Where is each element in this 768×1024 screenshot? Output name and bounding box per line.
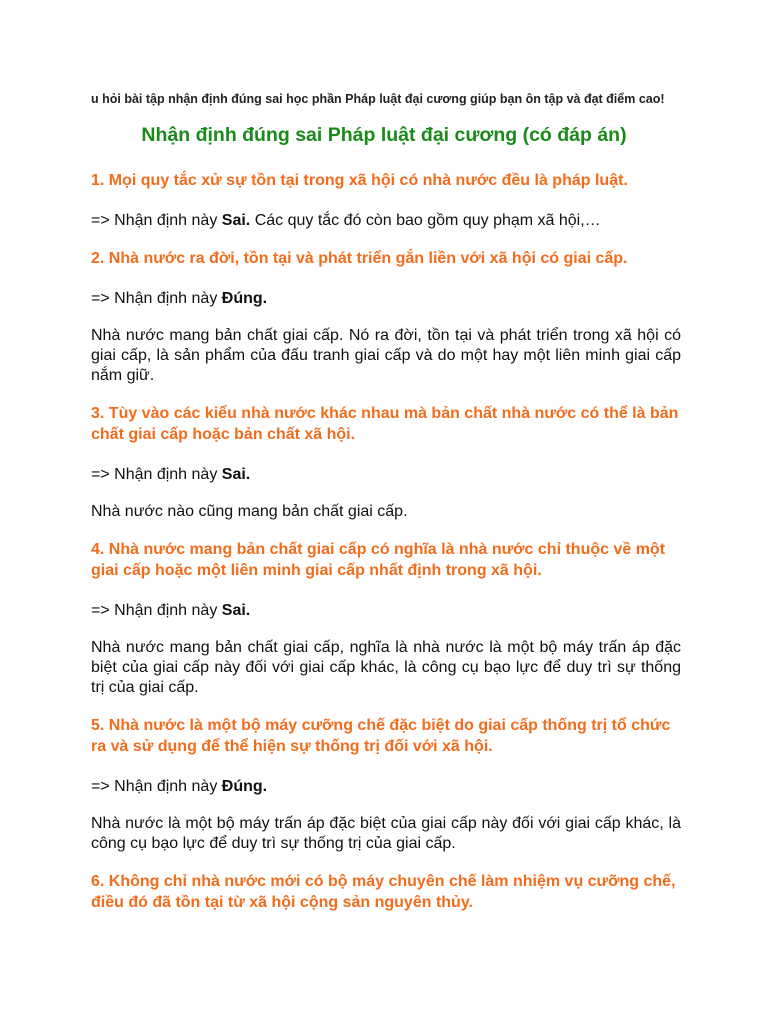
verdict-4: Sai. — [221, 602, 251, 619]
explanation-5: Nhà nước là một bộ máy trấn áp đặc biệt của giai cấp này đối với giai cấp khác, là công cụ bạo lực để duy trì sự thống trị của giai cấp. — [91, 815, 681, 852]
explanation-4: Nhà nước mang bản chất giai cấp, nghĩa là nhà nước là một bộ máy trấn áp đặc biệt của giai cấp này đối với giai cấp khác, là công cụ bạo lực để duy trì sự thống trị của giai cấp. — [91, 639, 681, 696]
answer-prefix: => Nhận định này — [91, 778, 218, 795]
question-3: 3. Tùy vào các kiểu nhà nước khác nhau mà bản chất nhà nước có thể là bản chất giai cấp hoặc bản chất xã hội. — [91, 405, 679, 443]
answer-5 — [91, 776, 681, 797]
qa-list — [91, 170, 681, 932]
question-2: 2. Nhà nước ra đời, tồn tại và phát triển gắn liền với xã hội có giai cấp. — [91, 250, 628, 267]
question-4: 4. Nhà nước mang bản chất giai cấp có nghĩa là nhà nước chỉ thuộc về một giai cấp hoặc một liên minh giai cấp nhất định trong xã hội. — [91, 541, 666, 579]
answer-3 — [91, 464, 681, 485]
verdict-2: Đúng. — [221, 290, 268, 307]
explanation-2: Nhà nước mang bản chất giai cấp. Nó ra đời, tồn tại và phát triển trong xã hội có giai cấp, là sản phẩm của đấu tranh giai cấp và do một hay một liên minh giai cấp nắm giữ. — [91, 327, 681, 384]
verdict-3: Sai. — [221, 466, 251, 483]
answer-prefix: => Nhận định này — [91, 602, 218, 619]
answer-4 — [91, 600, 681, 621]
explanation-3: Nhà nước nào cũng mang bản chất giai cấp. — [91, 503, 408, 520]
answer-rest-1: Các quy tắc đó còn bao gồm quy phạm xã hội,… — [250, 212, 601, 229]
intro-text: u hỏi bài tập nhận định đúng sai học phần Pháp luật đại cương giúp bạn ôn tập và đạt điểm cao! — [91, 92, 665, 106]
verdict-1: Sai. — [221, 212, 251, 229]
verdict-5: Đúng. — [221, 778, 268, 795]
answer-2 — [91, 288, 681, 309]
answer-prefix: => Nhận định này — [91, 212, 218, 229]
answer-1 — [91, 210, 681, 231]
question-1: 1. Mọi quy tắc xử sự tồn tại trong xã hội có nhà nước đều là pháp luật. — [91, 172, 628, 189]
question-6: 6. Không chỉ nhà nước mới có bộ máy chuyên chế làm nhiệm vụ cưỡng chế, điều đó đã tồn tại từ xã hội cộng sản nguyên thủy. — [91, 873, 676, 911]
answer-prefix: => Nhận định này — [91, 290, 218, 307]
page-title: Nhận định đúng sai Pháp luật đại cương (có đáp án) — [141, 124, 627, 146]
question-5: 5. Nhà nước là một bộ máy cưỡng chế đặc biệt do giai cấp thống trị tổ chức ra và sử dụng để thể hiện sự thống trị đối với xã hội. — [91, 717, 671, 755]
answer-prefix: => Nhận định này — [91, 466, 218, 483]
